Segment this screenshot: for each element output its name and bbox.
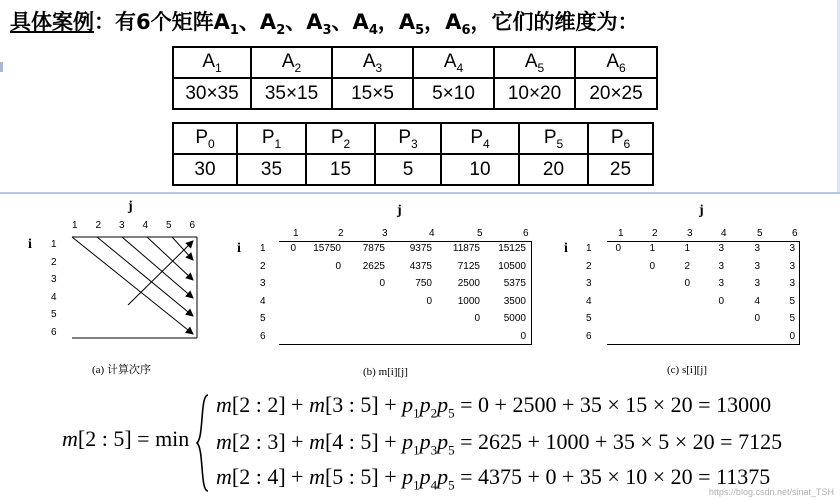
fig-c-cell: 3 bbox=[789, 243, 795, 254]
fig-c-row-label: 1 bbox=[586, 243, 592, 254]
fig-c-cell: 4 bbox=[754, 295, 760, 307]
p-value-row bbox=[173, 154, 653, 185]
fig-c-cell: 3 bbox=[754, 260, 760, 272]
fig-c-cell: 1 bbox=[649, 243, 655, 254]
fig-a-col-label: 2 bbox=[95, 220, 102, 231]
matrix-name-cell: $A_1$ bbox=[173, 47, 251, 78]
fig-c-cell: 0 bbox=[718, 295, 724, 307]
fig-b-cell: 0 bbox=[335, 260, 341, 272]
fig-c-cell: 5 bbox=[789, 295, 795, 307]
p-name-cell: $P_4$ bbox=[441, 123, 519, 154]
fig-a-row-label: 1 bbox=[51, 239, 57, 250]
fig-a-row-label: 3 bbox=[51, 274, 57, 285]
fig-b-cell: 1000 bbox=[457, 295, 480, 307]
fig-b-i-label: i bbox=[237, 241, 241, 256]
fig-a-row-label: 4 bbox=[51, 291, 57, 303]
fig-c-row-label: 3 bbox=[586, 278, 592, 289]
fig-b-j-label: j bbox=[397, 203, 402, 218]
p-value-cell: 35 bbox=[237, 154, 306, 185]
fig-b-cell: 10500 bbox=[498, 260, 526, 272]
matrix-name-cell: $A_5$ bbox=[494, 47, 575, 78]
fig-c-col-label: 6 bbox=[792, 228, 798, 239]
matrix-dim-cell: 5×10 bbox=[413, 78, 494, 109]
fig-c-frame bbox=[607, 241, 800, 345]
fig-b-col-label: 1 bbox=[293, 228, 299, 239]
fig-a-diagonal-arrow bbox=[147, 237, 193, 280]
fig-c-col-label: 2 bbox=[652, 228, 658, 239]
watermark: https://blog.csdn.net/sinat_TSH bbox=[708, 487, 834, 497]
fig-c-row-label: 6 bbox=[586, 330, 592, 342]
fig-a-diagonal-arrow bbox=[72, 237, 193, 334]
fig-c-row-label: 2 bbox=[586, 260, 592, 272]
p-name-cell: $P_2$ bbox=[306, 123, 375, 154]
fig-c-cell: 0 bbox=[615, 243, 621, 254]
fig-b-cell: 3500 bbox=[503, 295, 526, 307]
p-value-cell: 20 bbox=[519, 154, 588, 185]
matrix-dim-cell: 10×20 bbox=[494, 78, 575, 109]
fig-c-i-label: i bbox=[564, 241, 568, 256]
fig-c-cell: 0 bbox=[684, 278, 690, 289]
fig-a-i-label: i bbox=[28, 237, 32, 252]
p-value-cell: 10 bbox=[441, 154, 519, 185]
fig-c-col-label: 5 bbox=[757, 228, 763, 239]
fig-b-col-label: 6 bbox=[523, 228, 529, 239]
fig-b-cell: 9375 bbox=[409, 243, 432, 254]
title-lead: 具体案例 bbox=[10, 10, 94, 34]
fig-c-cell: 0 bbox=[754, 313, 760, 324]
fig-c-j-label: j bbox=[699, 203, 704, 218]
fig-b-cell: 750 bbox=[415, 278, 432, 289]
fig-b-col-label: 2 bbox=[338, 228, 344, 239]
p-name-cell: $P_3$ bbox=[375, 123, 441, 154]
fig-c-cell: 2 bbox=[684, 260, 690, 272]
fig-c-col-label: 1 bbox=[618, 228, 624, 239]
fig-c-col-label: 4 bbox=[721, 228, 727, 239]
formula-lhs: m[2 : 5] = min bbox=[62, 426, 190, 451]
fig-c-cell: 3 bbox=[718, 243, 724, 254]
fig-b-caption: (b) m[i][j] bbox=[363, 366, 408, 378]
fig-a-col-label: 1 bbox=[72, 220, 78, 231]
matrix-dim-cell: 15×5 bbox=[332, 78, 413, 109]
p-value-cell: 25 bbox=[588, 154, 653, 185]
fig-b-cell: 4375 bbox=[409, 260, 432, 272]
fig-b-row-label: 1 bbox=[260, 243, 266, 254]
fig-c-cell: 3 bbox=[718, 278, 724, 289]
matrix-dim-cell: 20×25 bbox=[575, 78, 657, 109]
fig-b-cell: 0 bbox=[290, 243, 296, 254]
fig-b-cell: 0 bbox=[426, 295, 432, 307]
fig-a-row-label: 5 bbox=[51, 309, 57, 320]
p-name-cell: $P_5$ bbox=[519, 123, 588, 154]
p-value-table bbox=[172, 122, 654, 186]
fig-a-col-label: 4 bbox=[142, 220, 149, 231]
slide-left-mark bbox=[0, 62, 3, 72]
fig-b-cell: 5000 bbox=[503, 313, 526, 324]
fig-c-cell: 5 bbox=[789, 313, 795, 324]
formula-brace bbox=[196, 393, 210, 493]
fig-c-row-label: 4 bbox=[586, 295, 592, 307]
matrix-name-row bbox=[173, 47, 657, 78]
matrix-name-cell: $A_4$ bbox=[413, 47, 494, 78]
fig-a-j-label: j bbox=[128, 199, 133, 214]
fig-b-col-label: 3 bbox=[382, 228, 388, 239]
fig-b-frame bbox=[279, 241, 532, 345]
fig-c-cell: 3 bbox=[789, 278, 795, 289]
p-value-cell: 5 bbox=[375, 154, 441, 185]
p-name-cell: $P_6$ bbox=[588, 123, 653, 154]
fig-b-col-label: 4 bbox=[429, 228, 435, 239]
fig-b-cell: 2500 bbox=[457, 278, 480, 289]
p-name-cell: $P_0$ bbox=[173, 123, 237, 154]
p-name-cell: $P_1$ bbox=[237, 123, 306, 154]
fig-b-cell: 0 bbox=[520, 330, 526, 342]
fig-b-row-label: 5 bbox=[260, 313, 266, 324]
fig-a-col-label: 5 bbox=[166, 220, 172, 231]
matrix-dimension-table bbox=[172, 46, 658, 110]
page-title: 具体案例：有6个矩阵$A_1$、$A_2$、$A_3$、$A_4$，$A_5$，$A_6$，它们的维度为： bbox=[10, 10, 639, 39]
fig-c-cell: 0 bbox=[789, 330, 795, 342]
fig-c-cell: 3 bbox=[718, 260, 724, 272]
matrix-dim-row bbox=[173, 78, 657, 109]
fig-b-row-label: 2 bbox=[260, 260, 266, 272]
fig-b-cell: 2625 bbox=[362, 260, 385, 272]
fig-b-cell: 0 bbox=[474, 313, 480, 324]
fig-a-col-label: 3 bbox=[119, 220, 125, 231]
fig-a-row-label: 2 bbox=[51, 256, 57, 268]
fig-b-cell: 7125 bbox=[457, 260, 480, 272]
formula-case: m[2 : 3] + m[4 : $5] + p_1p_3p_5 = 2625 + 1000 + 35 \times 5 \times 20 = 7125$ bbox=[216, 429, 783, 458]
fig-a-col-label: 6 bbox=[189, 220, 196, 231]
p-value-cell: 15 bbox=[306, 154, 375, 185]
matrix-dim-cell: 30×35 bbox=[173, 78, 251, 109]
formula-case: m[2 : 2] + m[3 : $5] + p_1p_2p_5 = 0 + 2500 + 35 \times 15 \times 20 = 13000$ bbox=[216, 392, 772, 421]
formula-case: m[2 : 4] + m[5 : $5] + p_1p_4p_5 = 4375 + 0 + 35 \times 10 \times 20 = 11375$ bbox=[216, 464, 771, 493]
fig-c-row-label: 5 bbox=[586, 313, 592, 324]
fig-c-cell: 3 bbox=[754, 243, 760, 254]
fig-b-cell: 11875 bbox=[452, 243, 480, 254]
fig-a-order-arrow bbox=[128, 241, 193, 305]
fig-b-row-label: 4 bbox=[260, 295, 266, 307]
matrix-dim-cell: 35×15 bbox=[251, 78, 332, 109]
matrix-name-cell: $A_3$ bbox=[332, 47, 413, 78]
fig-c-cell: 1 bbox=[684, 243, 690, 254]
fig-a-diagonal-arrow bbox=[97, 237, 193, 316]
fig-b-row-label: 3 bbox=[260, 278, 266, 289]
fig-a-diagonal-arrow bbox=[172, 237, 193, 260]
p-name-row bbox=[173, 123, 653, 154]
fig-b-cell: 15125 bbox=[498, 243, 526, 254]
fig-c-cell: 3 bbox=[789, 260, 795, 272]
fig-b-cell: 0 bbox=[379, 278, 385, 289]
fig-c-col-label: 3 bbox=[687, 228, 693, 239]
fig-a-caption: (a) 计算次序 bbox=[92, 364, 151, 376]
fig-c-cell: 0 bbox=[649, 260, 655, 272]
fig-c-caption: (c) s[i][j] bbox=[667, 364, 708, 376]
p-value-cell: 30 bbox=[173, 154, 237, 185]
matrix-name-cell: $A_6$ bbox=[575, 47, 657, 78]
fig-b-cell: 7875 bbox=[362, 243, 385, 254]
fig-b-row-label: 6 bbox=[260, 330, 266, 342]
fig-b-cell: 5375 bbox=[503, 278, 526, 289]
fig-a-row-label: 6 bbox=[51, 326, 57, 338]
matrix-name-cell: $A_2$ bbox=[251, 47, 332, 78]
fig-b-cell: 15750 bbox=[313, 243, 341, 254]
fig-b-col-label: 5 bbox=[477, 228, 483, 239]
fig-c-cell: 3 bbox=[754, 278, 760, 289]
section-divider bbox=[0, 192, 840, 194]
fig-a-diagonal-arrow bbox=[122, 237, 193, 298]
